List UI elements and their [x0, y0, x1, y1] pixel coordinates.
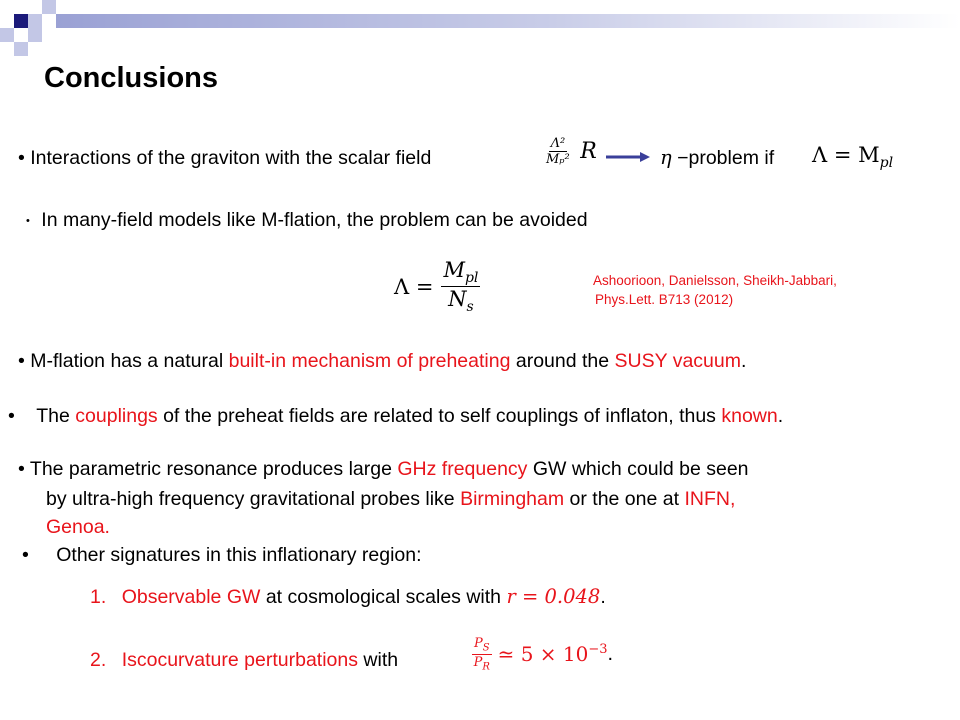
- text-span: around the: [510, 350, 615, 372]
- bullet-gw-line2: [46, 487, 735, 511]
- ratio-exponent: −3: [588, 642, 608, 657]
- cutoff-condition: [812, 143, 893, 175]
- item-number: 2.: [90, 649, 107, 671]
- bullet-gw-line1: [18, 457, 749, 481]
- graviton-fraction: [546, 136, 597, 167]
- highlight-preheating: built-in mechanism of preheating: [228, 350, 511, 372]
- highlight-couplings: couplings: [75, 405, 158, 427]
- bullet-text: Interactions of the graviton with the scalar field: [30, 147, 432, 169]
- item-number: 1.: [90, 586, 107, 608]
- formula-numerator-subscript: pl: [464, 270, 479, 287]
- formula-numerator: M: [443, 258, 465, 282]
- text-span: of the preheat fields are related to self couplings of inflaton, thus: [157, 405, 722, 427]
- bullet-marker: •: [18, 458, 25, 480]
- problem-text: −problem if: [671, 147, 775, 169]
- text-span: .: [600, 586, 606, 608]
- citation-journal: Phys.Lett. B713 (2012): [595, 292, 734, 307]
- slide-title: Conclusions: [44, 62, 219, 94]
- tensor-ratio: r = 0.048: [506, 585, 601, 608]
- eta-problem: [660, 146, 774, 170]
- highlight-observable-gw: Observable GW: [121, 586, 261, 608]
- bullet-preheating: [18, 349, 746, 373]
- text-span: at cosmological scales with: [260, 586, 507, 608]
- bullet-marker: •: [26, 214, 30, 227]
- formula-denominator-subscript: s: [466, 299, 474, 316]
- fraction-denominator: Mₚ²: [546, 152, 570, 167]
- text-span: M-flation has a natural: [30, 350, 229, 372]
- highlight-isocurvature: Iscocurvature perturbations: [121, 649, 358, 671]
- highlight-birmingham: Birmingham: [460, 488, 565, 510]
- text-span: GW which could be seen: [527, 458, 749, 480]
- highlight-ghz: GHz frequency: [397, 458, 528, 480]
- highlight-known: known: [721, 405, 778, 427]
- bullet-marker: •: [8, 405, 15, 427]
- bullet-text: In many-field models like M-flation, the problem can be avoided: [41, 209, 588, 231]
- bullet-many-field: [26, 208, 588, 233]
- highlight-infn: INFN,: [684, 488, 736, 510]
- bullet-marker: •: [18, 350, 25, 372]
- formula-denominator: N: [448, 287, 467, 312]
- fraction-numerator: Λ²: [550, 136, 566, 151]
- text-span: with: [357, 649, 399, 671]
- highlight-susy-vacuum: SUSY vacuum: [614, 350, 741, 372]
- text-span: P: [474, 636, 483, 651]
- ricci-scalar: R: [580, 139, 597, 164]
- bullet-graviton: [18, 146, 431, 170]
- text-span: R: [482, 661, 490, 673]
- bullet-couplings: [8, 404, 783, 428]
- text-span: .: [777, 405, 784, 427]
- text-span: P: [473, 654, 483, 670]
- implies-arrow-icon: [606, 152, 650, 162]
- bullet-marker: •: [18, 147, 25, 169]
- list-item-isocurvature: [90, 648, 398, 672]
- citation-authors: Ashoorioon, Danielsson, Sheikh-Jabbari,: [593, 273, 837, 288]
- text-span: S: [482, 642, 490, 654]
- text-span: The: [36, 405, 76, 427]
- text-span: .: [740, 350, 747, 372]
- formula-lhs: Λ =: [394, 274, 434, 299]
- ratio-value: ≃ 5 × 10: [497, 642, 589, 667]
- isocurvature-ratio: [472, 636, 613, 672]
- bullet-marker: •: [22, 544, 29, 566]
- text-span: by ultra-high frequency gravitational probes like: [46, 488, 461, 510]
- bullet-text: Other signatures in this inflationary region:: [56, 544, 422, 566]
- text-span: .: [607, 642, 614, 665]
- eta-symbol: η: [660, 146, 672, 169]
- list-item-observable-gw: [90, 585, 606, 609]
- header-decoration: [0, 0, 960, 60]
- bullet-other-signatures: [22, 543, 422, 567]
- condition-text: Λ = M: [812, 143, 880, 167]
- text-span: The parametric resonance produces large: [29, 458, 398, 480]
- highlight-genoa: Genoa.: [46, 516, 110, 538]
- condition-subscript: pl: [879, 155, 894, 172]
- text-span: or the one at: [564, 488, 685, 510]
- cutoff-formula: [394, 258, 480, 315]
